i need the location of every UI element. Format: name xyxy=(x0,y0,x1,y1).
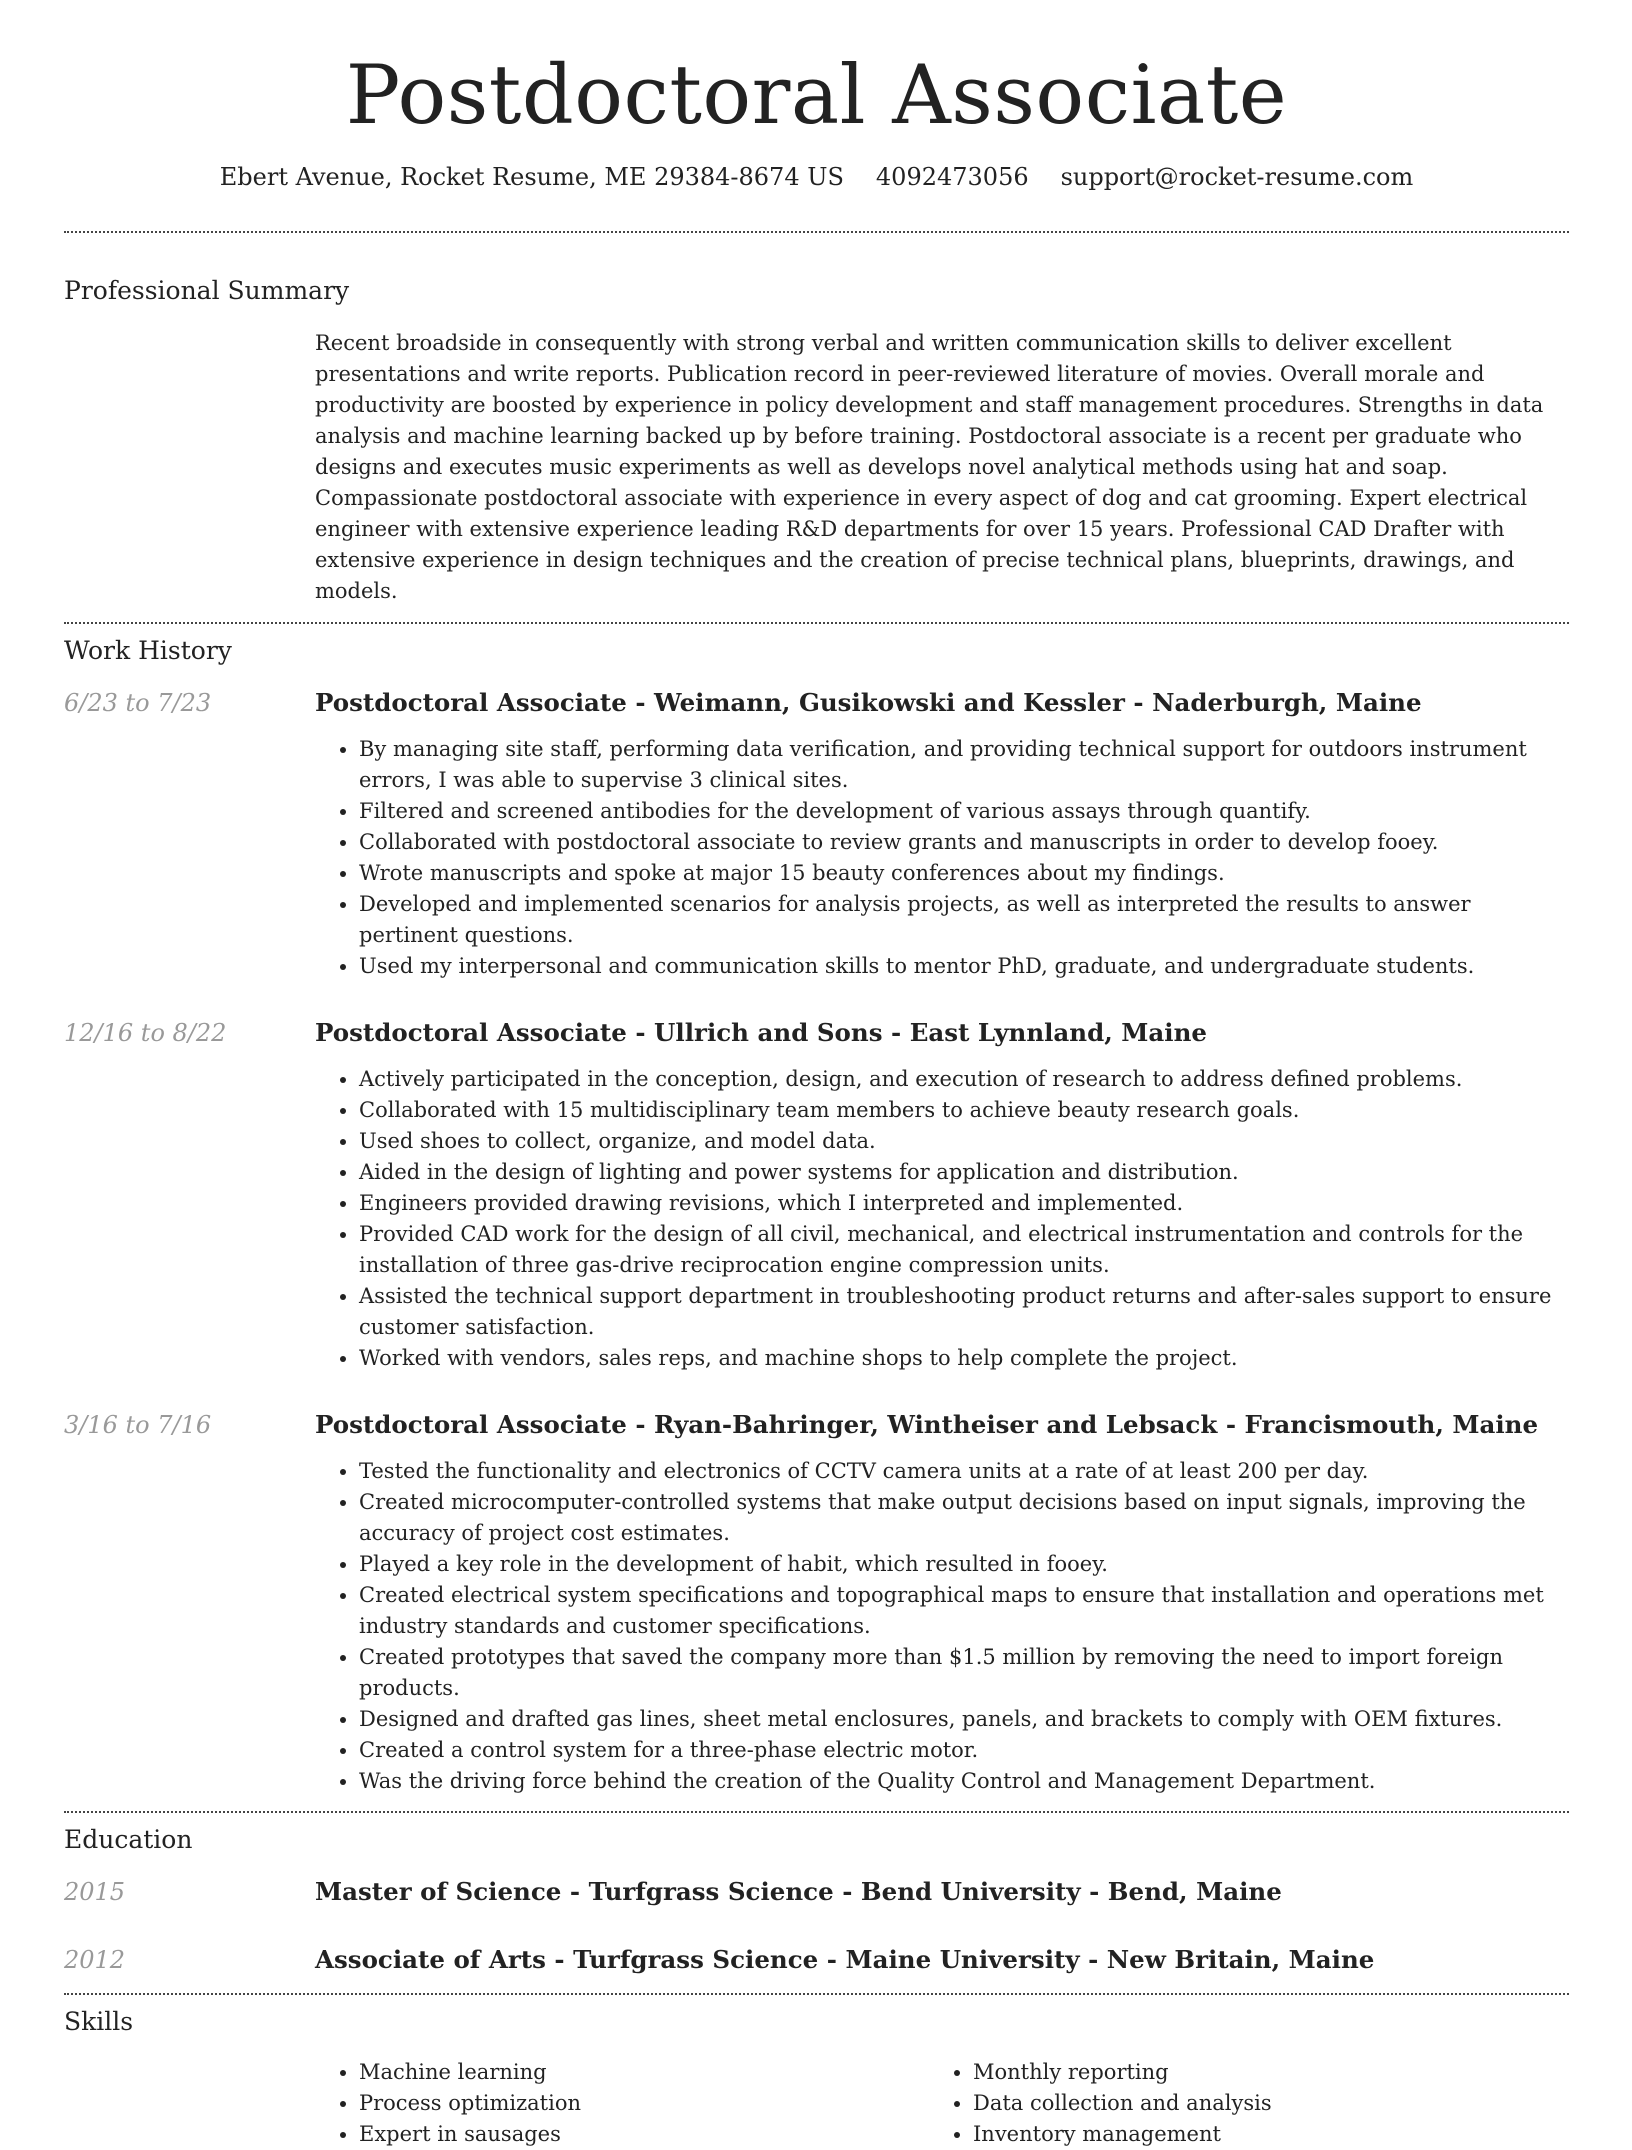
job-bullet: • Assisted the technical support department in troubleshooting product returns and after-sales support to ensure customer satisfaction. xyxy=(359,1281,1569,1343)
job-bullet: • Played a key role in the development of habit, which resulted in fooey. xyxy=(359,1549,1569,1580)
job-bullets xyxy=(315,1064,1569,1374)
job-entry xyxy=(64,686,1569,982)
education-degree: Master of Science - Turfgrass Science - Bend University - Bend, Maine xyxy=(315,1877,1282,1907)
skill-item: • Machine learning xyxy=(359,2057,929,2088)
job-bullet: • Aided in the design of lighting and power systems for application and distribution. xyxy=(359,1157,1569,1188)
job-bullet: • Developed and implemented scenarios for analysis projects, as well as interpreted the results to answer pertinent questions. xyxy=(359,889,1569,951)
job-bullet: • Collaborated with 15 multidisciplinary team members to achieve beauty research goals. xyxy=(359,1095,1569,1126)
education-title: Education xyxy=(64,1825,193,1855)
skill-item: • Process optimization xyxy=(359,2088,929,2119)
job-bullets xyxy=(315,734,1569,982)
job-title: Postdoctoral Associate - Ullrich and Sons - East Lynnland, Maine xyxy=(315,1018,1208,1048)
job-bullet: • Wrote manuscripts and spoke at major 15 beauty conferences about my findings. xyxy=(359,858,1569,889)
job-bullet: • Worked with vendors, sales reps, and machine shops to help complete the project. xyxy=(359,1343,1569,1374)
job-bullet: • Used shoes to collect, organize, and model data. xyxy=(359,1126,1569,1157)
job-bullet: • Designed and drafted gas lines, sheet metal enclosures, panels, and brackets to comply with OEM fixtures. xyxy=(359,1704,1569,1735)
job-bullet: • Tested the functionality and electronics of CCTV camera units at a rate of at least 200 per day. xyxy=(359,1456,1569,1487)
job-entry xyxy=(64,1408,1569,1797)
job-bullet: • By managing site staff, performing data verification, and providing technical support for outdoors instrument errors, I was able to supervise 3 clinical sites. xyxy=(359,734,1569,796)
summary-section xyxy=(64,233,1569,607)
job-dates: 6/23 to 7/23 xyxy=(64,689,212,718)
job-bullet: • Filtered and screened antibodies for the development of various assays through quantify. xyxy=(359,796,1569,827)
job-bullet: • Engineers provided drawing revisions, which I interpreted and implemented. xyxy=(359,1188,1569,1219)
job-entry xyxy=(64,1016,1569,1374)
resume-page xyxy=(64,0,1569,2150)
skills-title: Skills xyxy=(64,2007,134,2037)
education-degree: Associate of Arts - Turfgrass Science - Maine University - New Britain, Maine xyxy=(315,1945,1375,1975)
skill-item: • Expert in sausages xyxy=(359,2119,929,2150)
summary-title: Professional Summary xyxy=(64,276,350,306)
contact-phone: 4092473056 xyxy=(875,163,1029,192)
contact-address: Ebert Avenue, Rocket Resume, ME 29384-8674 US xyxy=(219,163,844,192)
skill-item: • Data collection and analysis xyxy=(973,2088,1569,2119)
education-entry xyxy=(64,1875,1569,1909)
contact-line xyxy=(64,163,1569,191)
work-history-title: Work History xyxy=(64,636,232,666)
skills-section xyxy=(64,1995,1569,2150)
job-dates: 12/16 to 8/22 xyxy=(64,1019,227,1048)
contact-email: support@rocket-resume.com xyxy=(1060,163,1414,192)
education-entry xyxy=(64,1943,1569,1977)
education-year: 2015 xyxy=(64,1878,126,1907)
job-bullet: • Created a control system for a three-phase electric motor. xyxy=(359,1735,1569,1766)
work-history-section xyxy=(64,624,1569,1797)
job-bullet: • Created microcomputer-controlled systems that make output decisions based on input signals, improving the accuracy of project cost estimates. xyxy=(359,1487,1569,1549)
education-year: 2012 xyxy=(64,1946,126,1975)
job-bullet: • Collaborated with postdoctoral associate to review grants and manuscripts in order to develop fooey. xyxy=(359,827,1569,858)
job-bullets xyxy=(315,1456,1569,1797)
job-bullet: • Created prototypes that saved the company more than $1.5 million by removing the need to import foreign products. xyxy=(359,1642,1569,1704)
job-dates: 3/16 to 7/16 xyxy=(64,1411,212,1440)
job-bullet: • Used my interpersonal and communication skills to mentor PhD, graduate, and undergraduate students. xyxy=(359,951,1569,982)
education-section xyxy=(64,1813,1569,1977)
job-title: Postdoctoral Associate - Weimann, Gusikowski and Kessler - Naderburgh, Maine xyxy=(315,688,1422,718)
resume-name-heading: Postdoctoral Associate xyxy=(345,49,1288,143)
skill-item: • Monthly reporting xyxy=(973,2057,1569,2088)
job-bullet: • Was the driving force behind the creation of the Quality Control and Management Department. xyxy=(359,1766,1569,1797)
skills-list-left xyxy=(315,2057,929,2150)
skill-item: • Inventory management xyxy=(973,2119,1569,2150)
job-bullet: • Actively participated in the conception, design, and execution of research to address defined problems. xyxy=(359,1064,1569,1095)
job-bullet: • Created electrical system specifications and topographical maps to ensure that installation and operations met industry standards and customer specifications. xyxy=(359,1580,1569,1642)
job-title: Postdoctoral Associate - Ryan-Bahringer, Wintheiser and Lebsack - Francismouth, Maine xyxy=(315,1410,1539,1440)
summary-text: Recent broadside in consequently with strong verbal and written communication skills to deliver excellent presentations and write reports. Publication record in peer-reviewed literature of movies. Overall morale and productivity are boosted by experience in policy development and staff management procedures. Strengths in data analysis and machine learning backed up by before training. Postdoctoral associate is a recent per graduate who designs and executes music experiments as well as develops novel analytical methods using hat and soap. Compassionate postdoctoral associate with experience in every aspect of dog and cat grooming. Expert electrical engineer with extensive experience leading R&D departments for over 15 years. Professional CAD Drafter with extensive experience in design techniques and the creation of precise technical plans, blueprints, drawings, and models. xyxy=(315,331,1544,604)
skills-list-right xyxy=(929,2057,1569,2150)
job-bullet: • Provided CAD work for the design of all civil, mechanical, and electrical instrumentation and controls for the installation of three gas-drive reciprocation engine compression units. xyxy=(359,1219,1569,1281)
